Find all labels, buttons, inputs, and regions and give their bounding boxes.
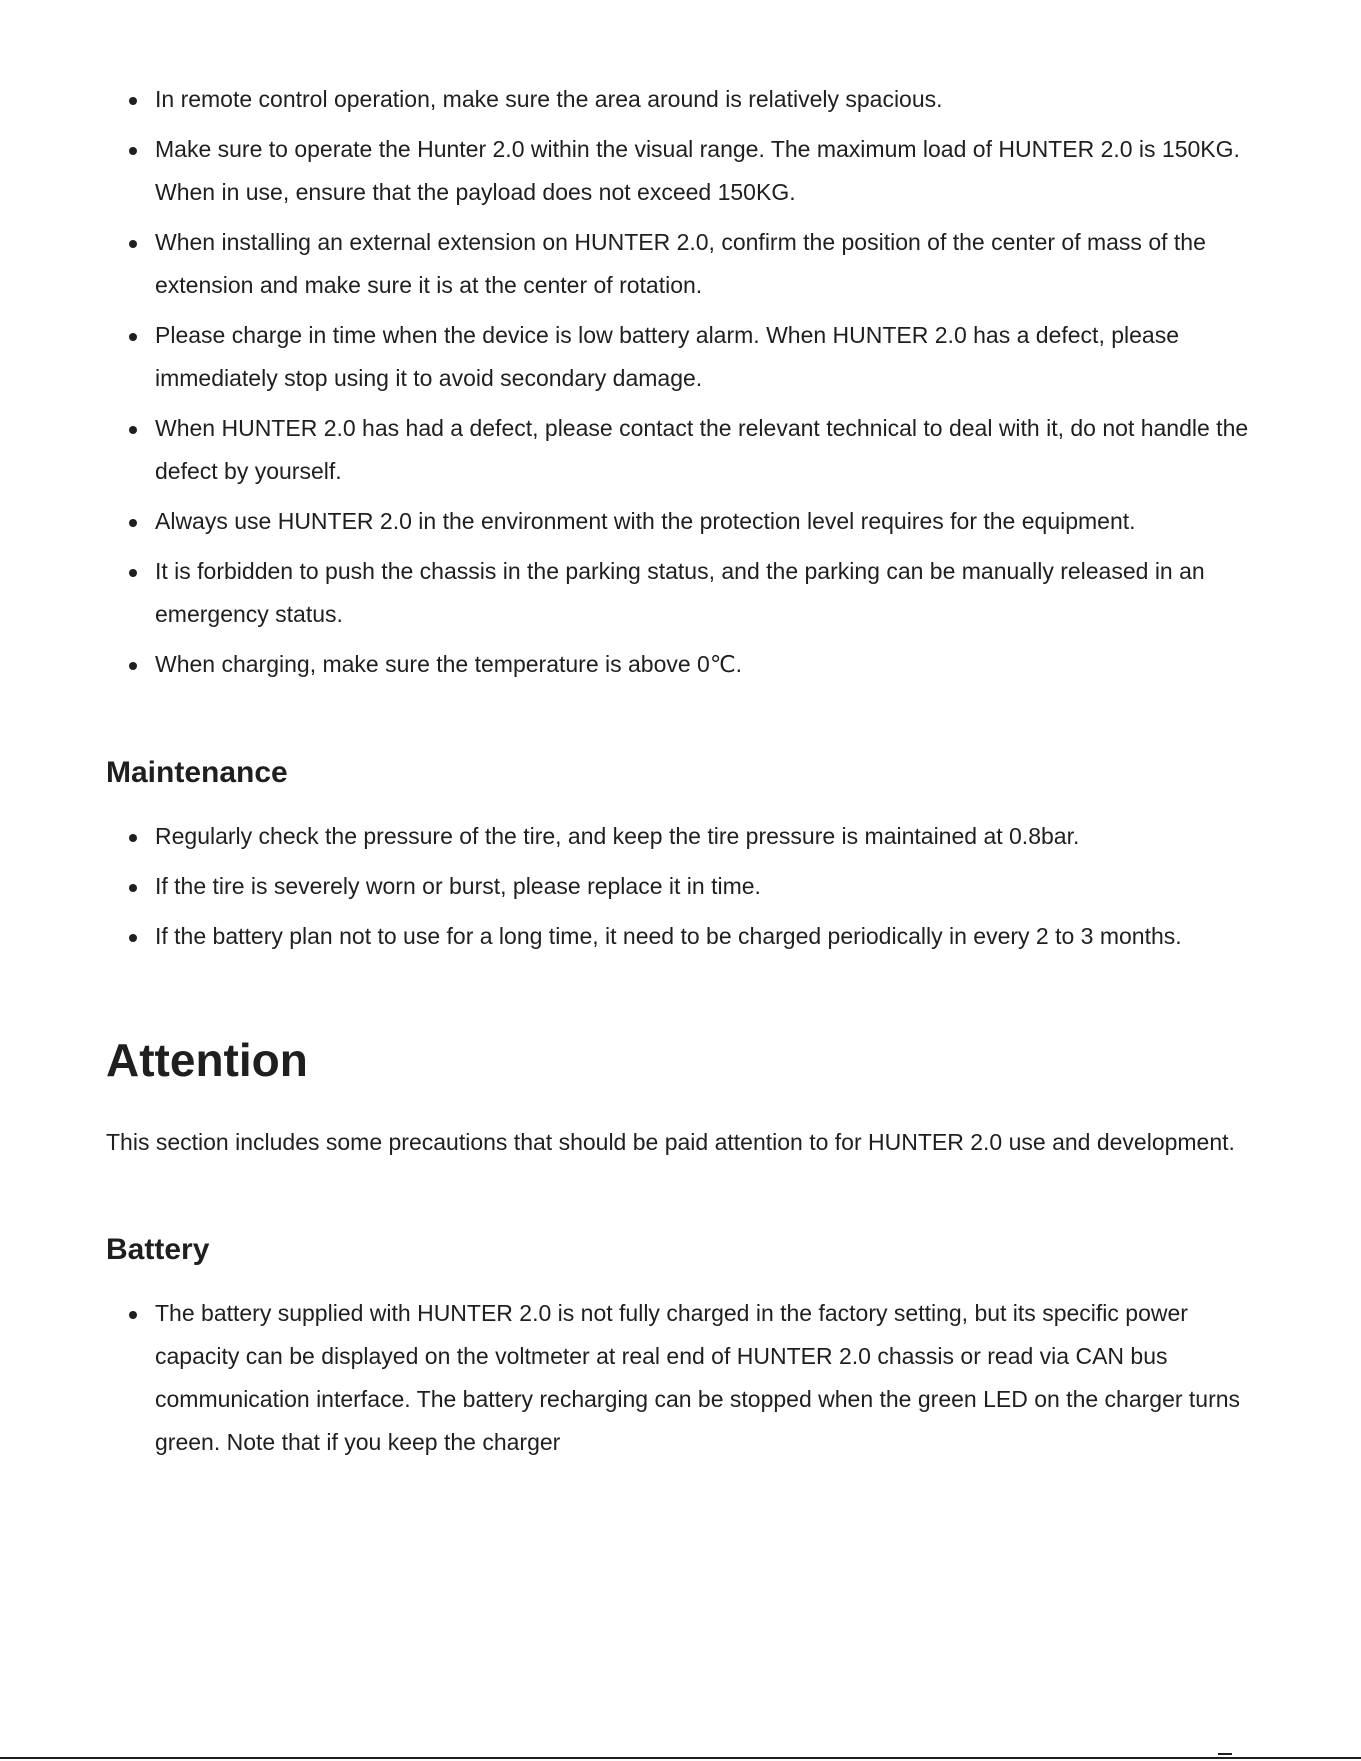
list-item: Please charge in time when the device is low battery alarm. When HUNTER 2.0 has a defect, please immediately stop using it to avoid secondary damage. — [106, 314, 1251, 400]
list-item: The battery supplied with HUNTER 2.0 is not fully charged in the factory setting, but its specific power capacity can be displayed on the voltmeter at real end of HUNTER 2.0 chassis or read via CAN bus communication interface. The battery recharging can be stopped when the green LED on the charger turns green. Note that if you keep the charger — [106, 1292, 1251, 1464]
page-corner-mark — [1218, 1753, 1232, 1755]
page-bottom-rule — [0, 1757, 1361, 1759]
attention-intro: This section includes some precautions that should be paid attention to for HUNTER 2.0 use and development. — [106, 1129, 1235, 1155]
maintenance-heading: Maintenance — [106, 756, 288, 789]
list-item: When HUNTER 2.0 has had a defect, please contact the relevant technical to deal with it, do not handle the defect by yourself. — [106, 407, 1251, 493]
list-item: When installing an external extension on HUNTER 2.0, confirm the position of the center of mass of the extension and make sure it is at the center of rotation. — [106, 221, 1251, 307]
list-item: Regularly check the pressure of the tire, and keep the tire pressure is maintained at 0.8bar. — [106, 815, 1251, 858]
safety-list — [106, 78, 1251, 686]
list-item: When charging, make sure the temperature is above 0℃. — [106, 643, 1251, 686]
maintenance-list — [106, 815, 1251, 958]
list-item: In remote control operation, make sure the area around is relatively spacious. — [106, 78, 1251, 121]
battery-list — [106, 1292, 1251, 1464]
document-page — [106, 78, 1251, 1471]
list-item: Always use HUNTER 2.0 in the environment with the protection level requires for the equipment. — [106, 500, 1251, 543]
list-item: If the tire is severely worn or burst, please replace it in time. — [106, 865, 1251, 908]
list-item: Make sure to operate the Hunter 2.0 within the visual range. The maximum load of HUNTER 2.0 is 150KG. When in use, ensure that the payload does not exceed 150KG. — [106, 128, 1251, 214]
battery-heading: Battery — [106, 1233, 210, 1266]
list-item: It is forbidden to push the chassis in the parking status, and the parking can be manually released in an emergency status. — [106, 550, 1251, 636]
list-item: If the battery plan not to use for a long time, it need to be charged periodically in every 2 to 3 months. — [106, 915, 1251, 958]
attention-heading: Attention — [106, 1034, 308, 1086]
